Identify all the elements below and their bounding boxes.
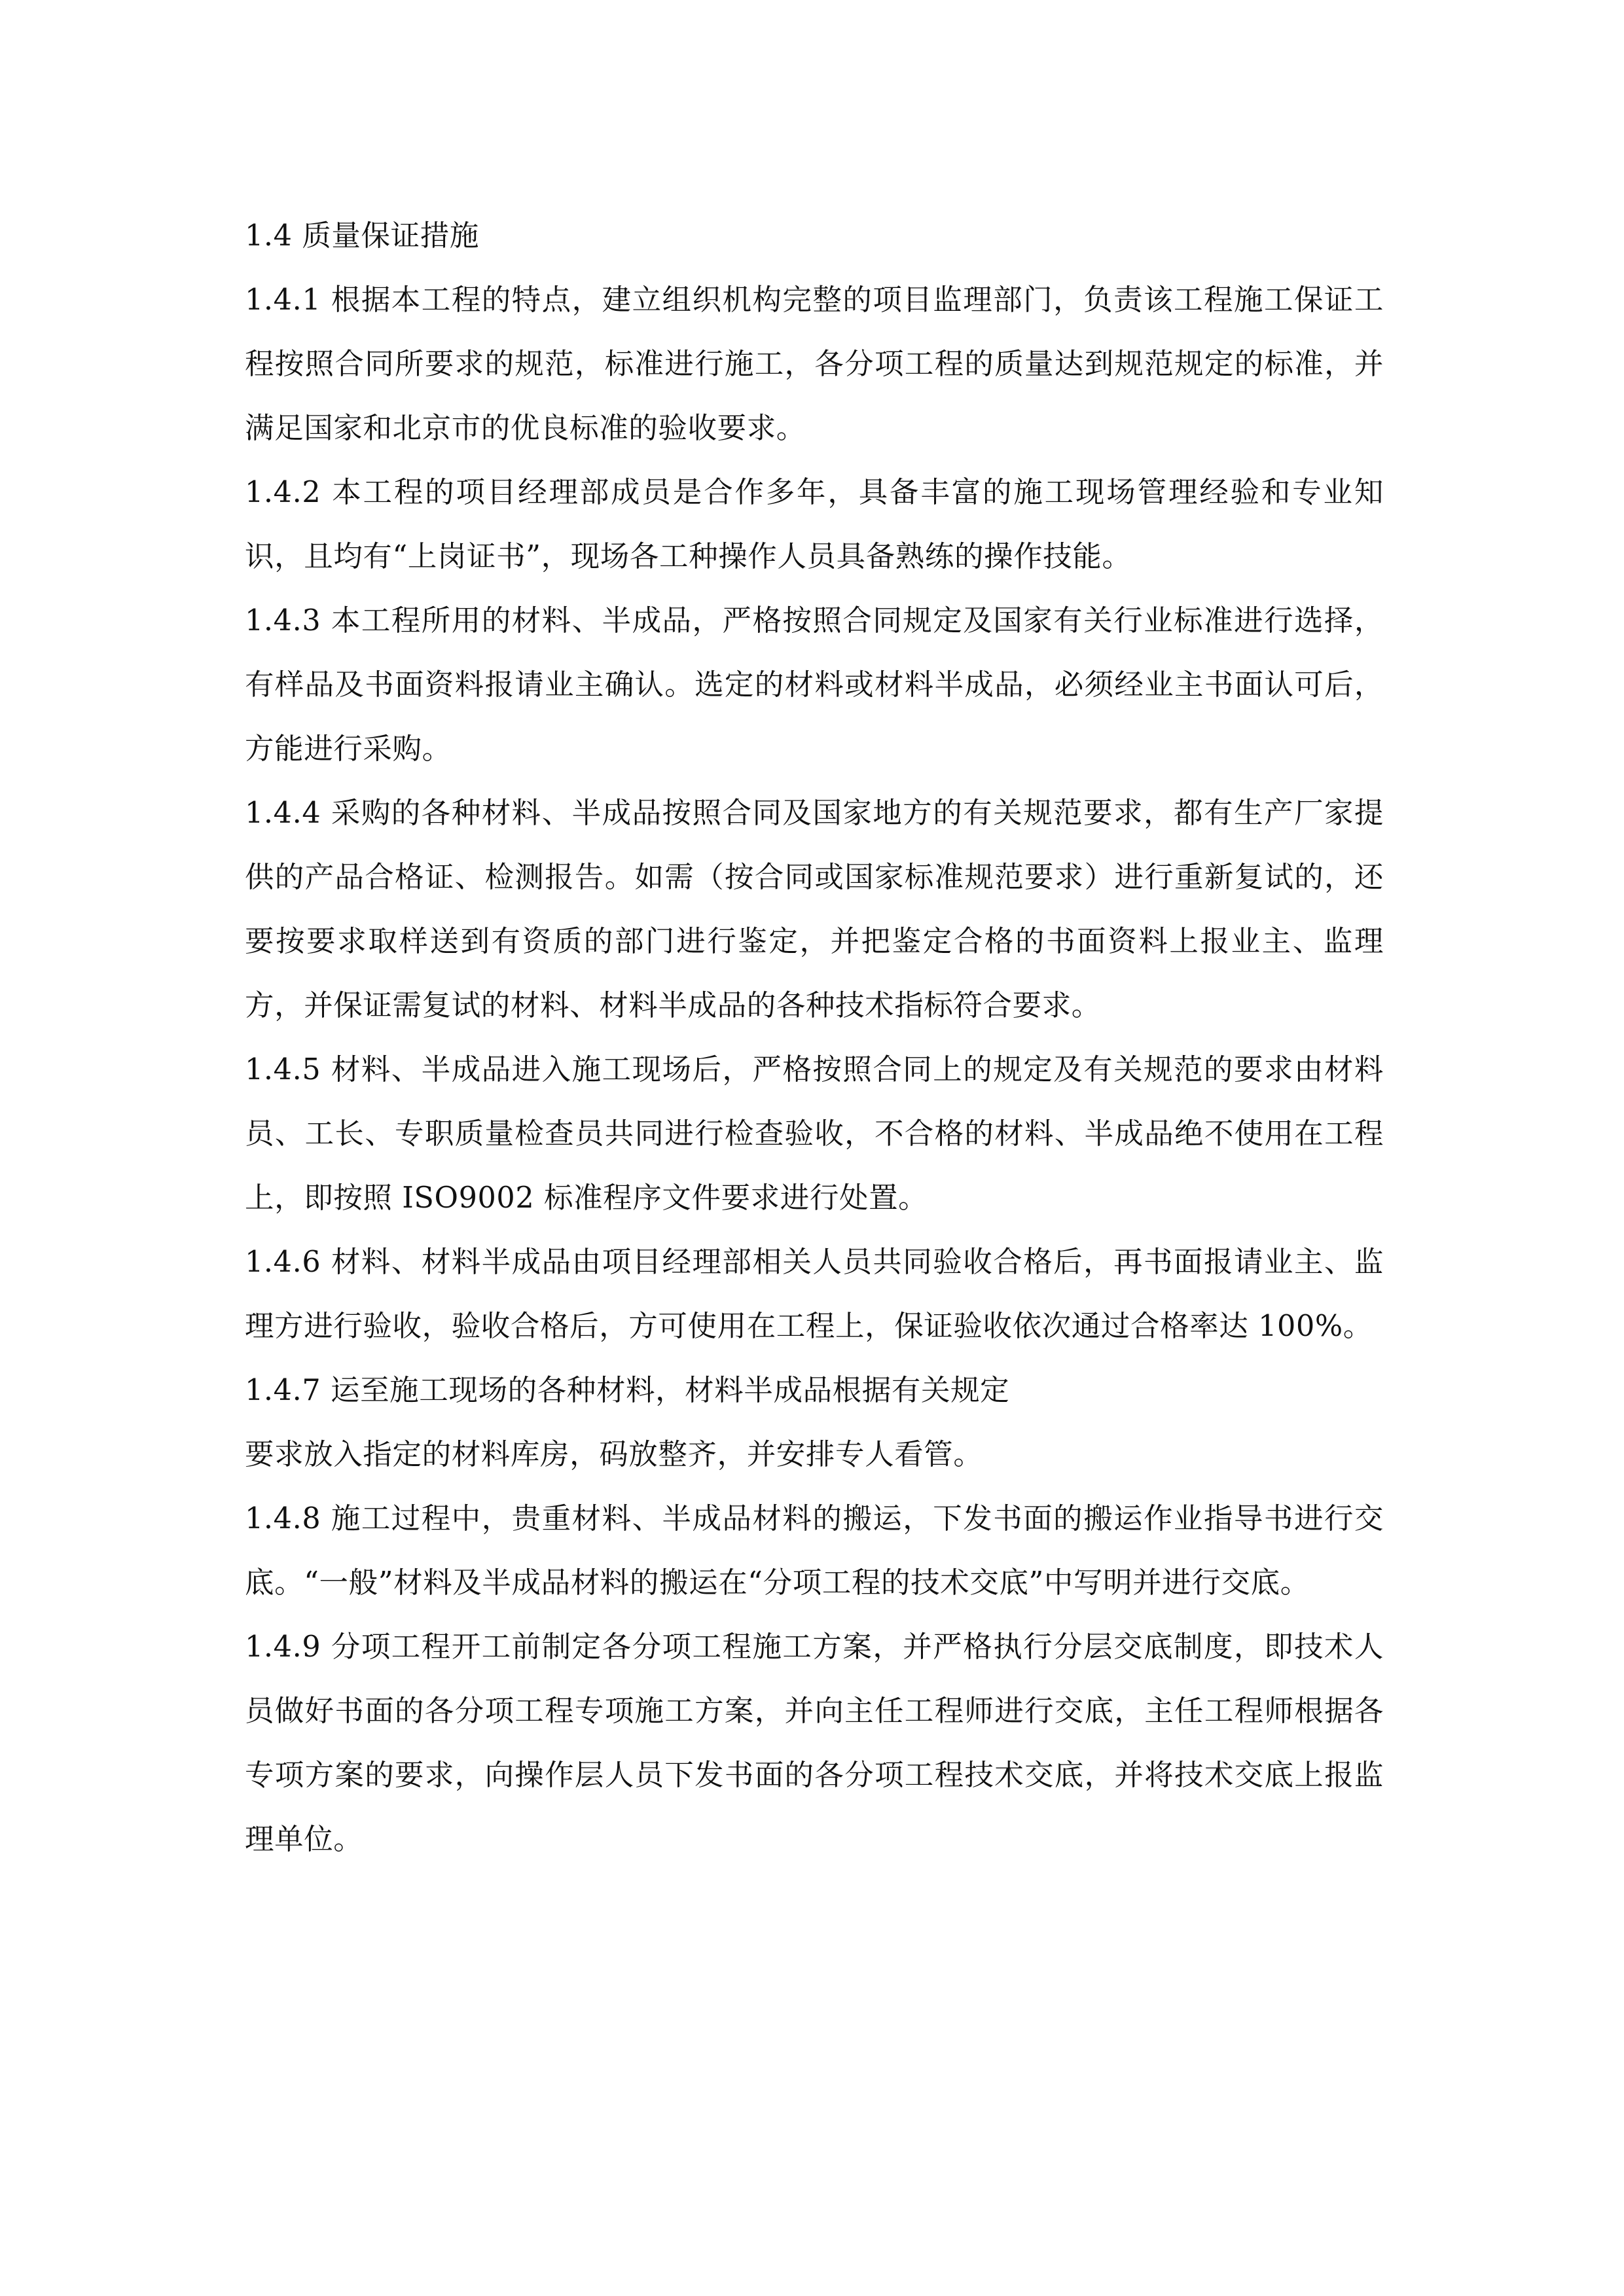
- paragraph-1-4-4: 1.4.4 采购的各种材料、半成品按照合同及国家地方的有关规范要求，都有生产厂家提供的产品合格证、检测报告。如需（按合同或国家标准规范要求）进行重新复试的，还要按要求取样送到有资质的部门进行鉴定，并把鉴定合格的书面资料上报业主、监理方，并保证需复试的材料、材料半成品的各种技术指标符合要求。: [245, 797, 1384, 1022]
- paragraph-1-4-3: 1.4.3 本工程所用的材料、半成品，严格按照合同规定及国家有关行业标准进行选择，有样品及书面资料报请业主确认。选定的材料或材料半成品，必须经业主书面认可后，方能进行采购。: [245, 604, 1384, 766]
- paragraph-1-4-7: 1.4.7 运至施工现场的各种材料，材料半成品根据有关规定: [245, 1374, 1010, 1407]
- document-body: [245, 204, 1384, 1872]
- paragraph-1-4-8: 1.4.8 施工过程中，贵重材料、半成品材料的搬运，下发书面的搬运作业指导书进行交底。“一般”材料及半成品材料的搬运在“分项工程的技术交底”中写明并进行交底。: [245, 1502, 1384, 1600]
- paragraph-1-4-1: 1.4.1 根据本工程的特点，建立组织机构完整的项目监理部门，负责该工程施工保证工程按照合同所要求的规范，标准进行施工，各分项工程的质量达到规范规定的标准，并满足国家和北京市的优良标准的验收要求。: [245, 283, 1384, 445]
- section-heading: 1.4 质量保证措施: [245, 219, 479, 253]
- paragraph-1-4-6: 1.4.6 材料、材料半成品由项目经理部相关人员共同验收合格后，再书面报请业主、监理方进行验收，验收合格后，方可使用在工程上，保证验收依次通过合格率达 100%。: [245, 1246, 1384, 1343]
- paragraph-1-4-2: 1.4.2 本工程的项目经理部成员是合作多年，具备丰富的施工现场管理经验和专业知识，且均有“上岗证书”，现场各工种操作人员具备熟练的操作技能。: [245, 476, 1384, 573]
- paragraph-1-4-9: 1.4.9 分项工程开工前制定各分项工程施工方案，并严格执行分层交底制度，即技术人员做好书面的各分项工程专项施工方案，并向主任工程师进行交底，主任工程师根据各专项方案的要求，向操作层人员下发书面的各分项工程技术交底，并将技术交底上报监理单位。: [245, 1630, 1384, 1856]
- paragraph-1-4-5: 1.4.5 材料、半成品进入施工现场后，严格按照合同上的规定及有关规范的要求由材料员、工长、专职质量检查员共同进行检查验收，不合格的材料、半成品绝不使用在工程上，即按照 ISO9002 标准程序文件要求进行处置。: [245, 1053, 1384, 1215]
- paragraph-1-4-7-continued: 要求放入指定的材料库房，码放整齐，并安排专人看管。: [245, 1438, 983, 1471]
